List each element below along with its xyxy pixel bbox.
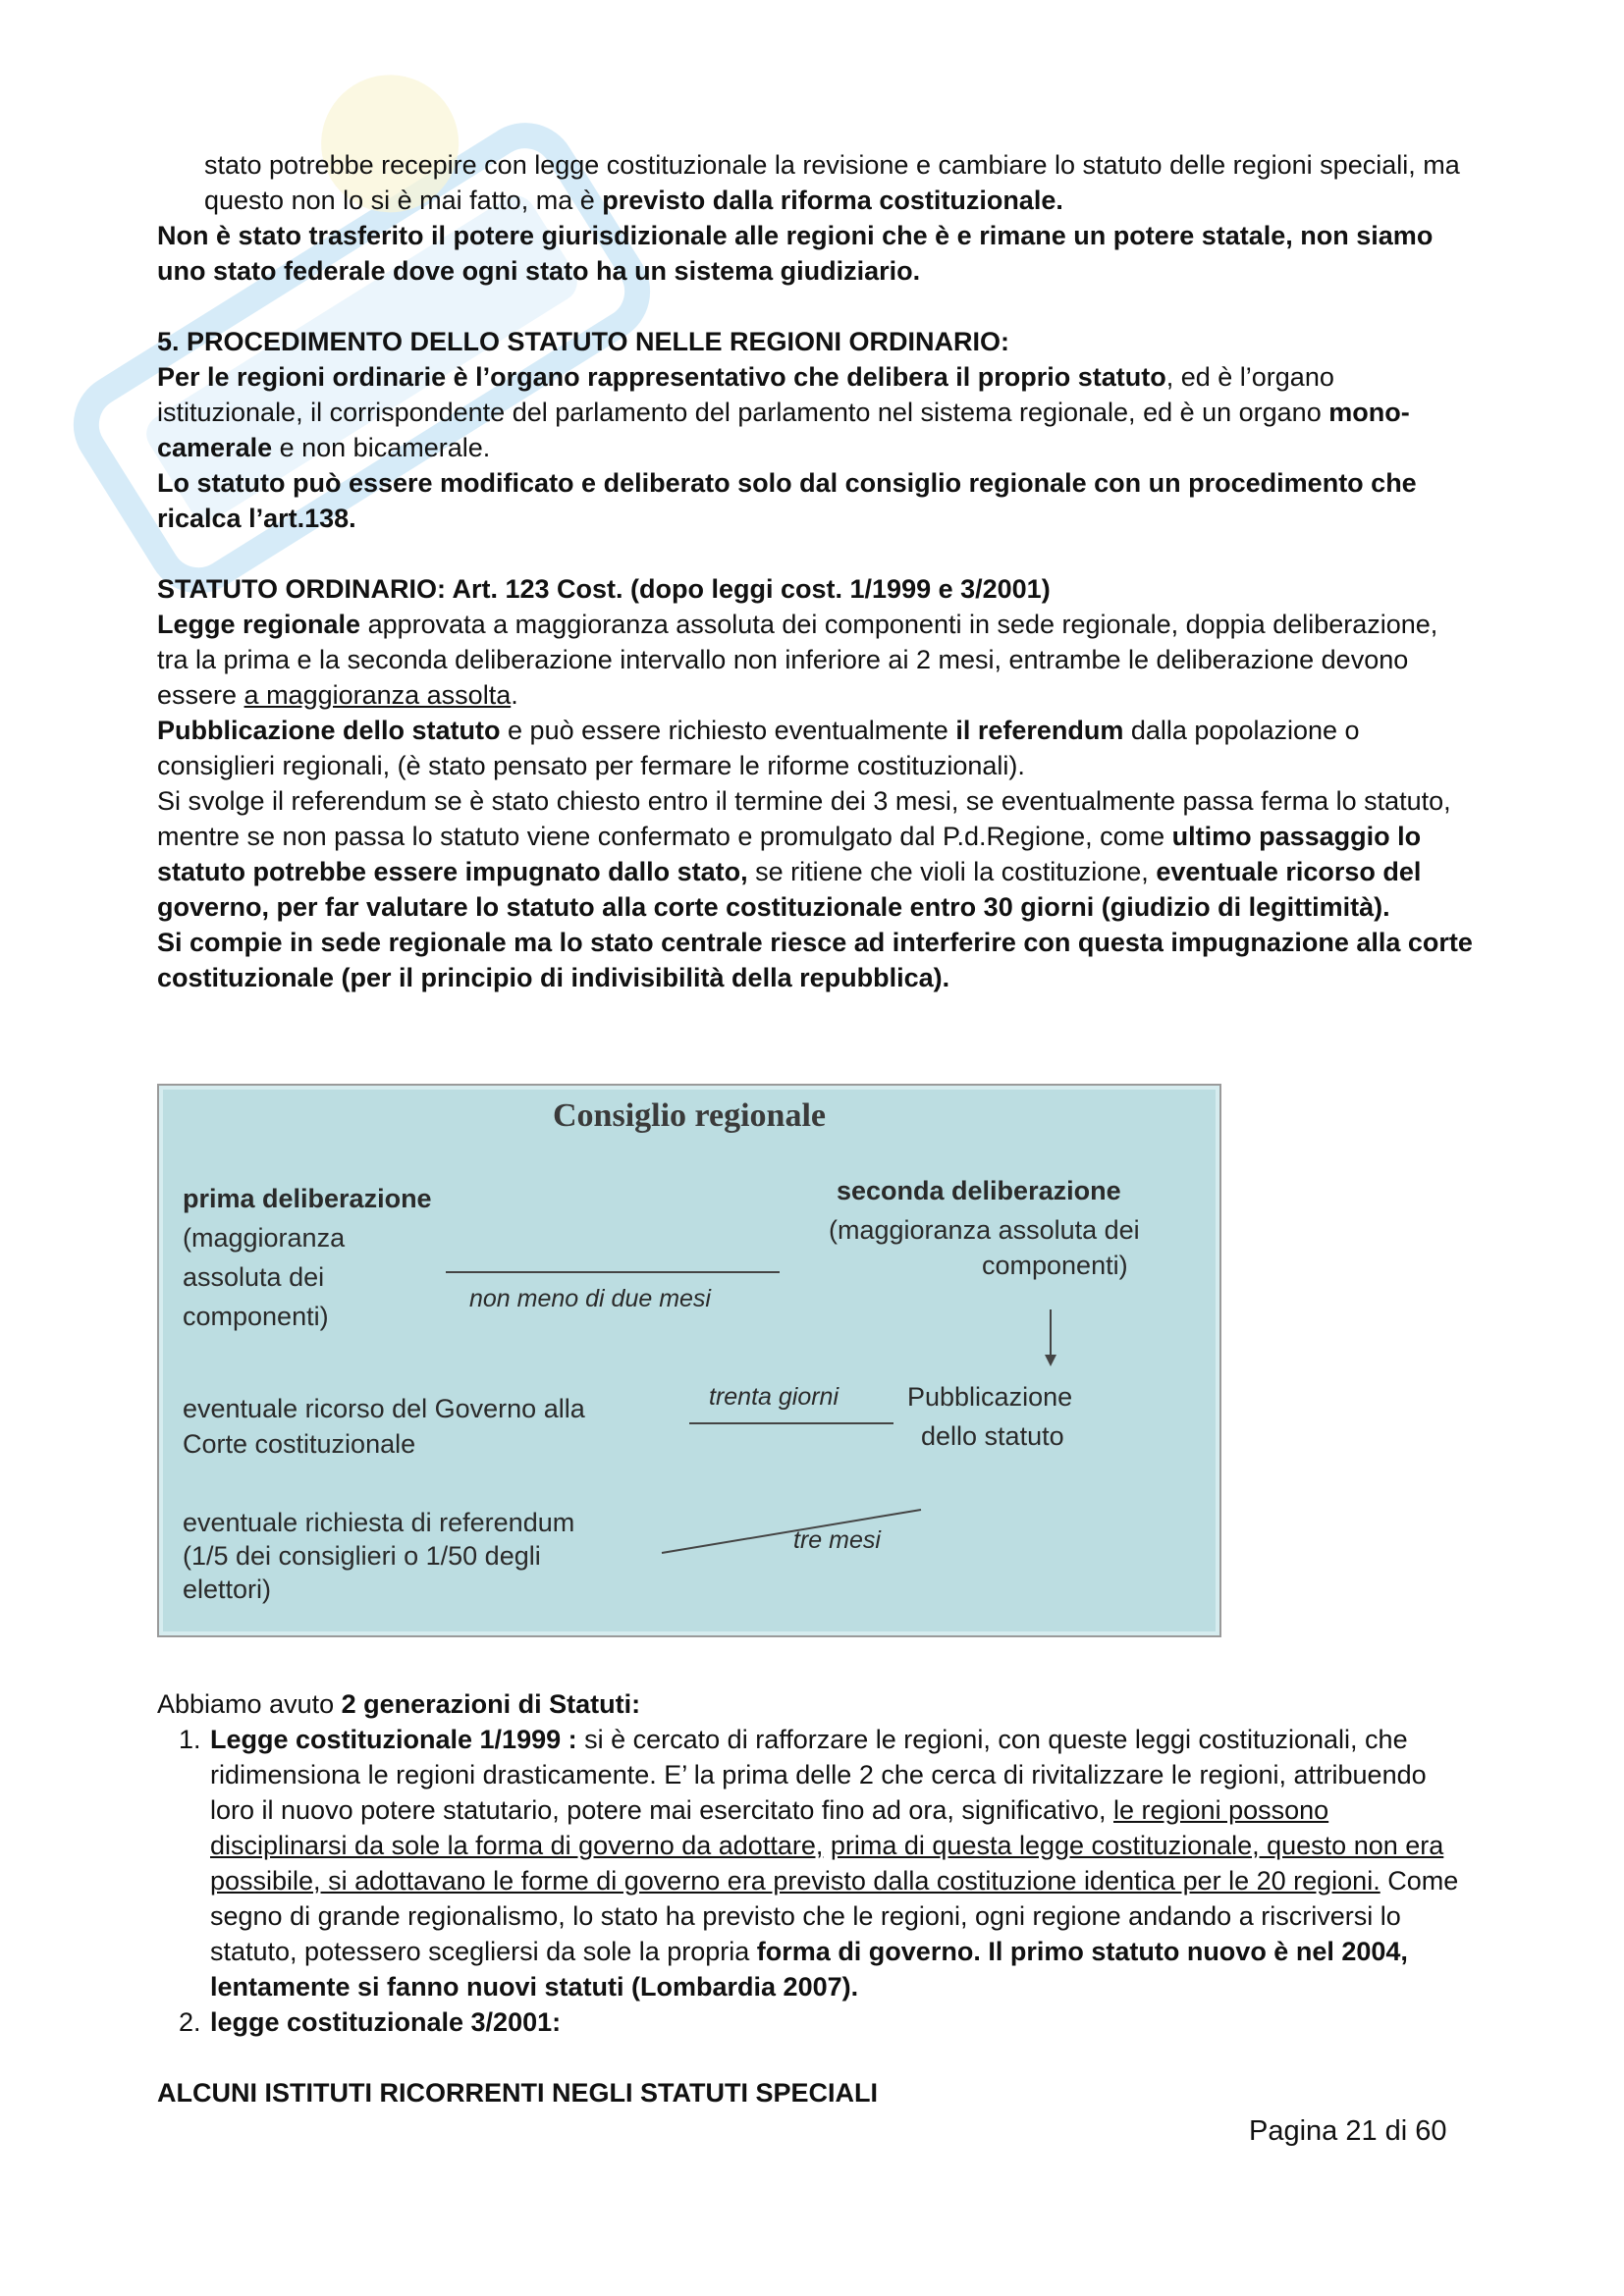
seconda-deliberazione: seconda deliberazione <box>837 1176 1121 1205</box>
pubblicazione-line-1: Pubblicazione <box>907 1382 1073 1412</box>
three-months-line <box>662 1510 921 1553</box>
referendum-line-1: eventuale richiesta di referendum <box>183 1508 575 1537</box>
consiglio-regionale-figure <box>157 1084 1221 1637</box>
final-heading: ALCUNI ISTITUTI RICORRENTI NEGLI STATUTI SPECIALI <box>157 2078 878 2108</box>
generations-intro: Abbiamo avuto 2 generazioni di Statuti: <box>157 1689 641 1719</box>
list-item: 2. legge costituzionale 3/2001: <box>208 2004 1473 2040</box>
referendum-line-3: elettori) <box>183 1575 272 1604</box>
trenta-giorni-label: trenta giorni <box>709 1383 839 1411</box>
pubblicazione-line-2: dello statuto <box>921 1421 1064 1451</box>
paragraph-5: Legge regionale approvata a maggioranza assoluta dei componenti in sede regionale, doppia deliberazione, tra la prima e la seconda deliberazione intervallo non inferiore ai 2 mesi, entrambe le deliberazione devono essere a maggioranza assolta. <box>157 610 1438 710</box>
paragraph-2: Non è stato trasferito il potere giurisdizionale alle regioni che è e rimane un potere statale, non siamo uno stato federale dove ogni stato ha un sistema giudiziario. <box>157 221 1434 286</box>
paragraph-8: Si compie in sede regionale ma lo stato centrale riesce ad interferire con questa impugnazione alla corte costituzionale (per il principio di indivisibilità della repubblica). <box>157 928 1473 992</box>
paragraph-6: Pubblicazione dello statuto e può essere richiesto eventualmente il referendum dalla popolazione o consiglieri regionali, (è stato pensato per fermare le riforme costituzionali). <box>157 716 1360 780</box>
statuto-heading: STATUTO ORDINARIO: Art. 123 Cost. (dopo leggi cost. 1/1999 e 3/2001) <box>157 574 1051 604</box>
section-5-heading: 5. PROCEDIMENTO DELLO STATUTO NELLE REGIONI ORDINARIO: <box>157 327 1010 356</box>
prima-sub-3: componenti) <box>183 1302 329 1331</box>
due-mesi-label: non meno di due mesi <box>469 1285 711 1312</box>
seconda-sub-2: componenti) <box>982 1251 1128 1280</box>
arrow-down-head <box>1045 1355 1056 1366</box>
main-text <box>157 147 1473 995</box>
page-number: Pagina 21 di 60 <box>1249 2115 1447 2147</box>
seconda-sub-1: (maggioranza assoluta dei <box>829 1215 1140 1245</box>
generations-list <box>157 1722 1473 2040</box>
tre-mesi-label: tre mesi <box>793 1526 881 1554</box>
generations-section <box>157 1686 1473 2110</box>
prima-deliberazione: prima deliberazione <box>183 1184 432 1213</box>
ricorso-line-1: eventuale ricorso del Governo alla <box>183 1394 585 1423</box>
referendum-line-2: (1/5 dei consiglieri o 1/50 degli <box>183 1541 541 1571</box>
prima-sub-2: assoluta dei <box>183 1262 325 1292</box>
ricorso-line-2: Corte costituzionale <box>183 1429 416 1459</box>
figure-title: Consiglio regionale <box>553 1097 826 1134</box>
paragraph-3: Per le regioni ordinarie è l’organo rappresentativo che delibera il proprio statuto, ed è l’organo istituzionale, il corrispondente del parlamento del parlamento nel sistema regionale, ed è un organo mono-camerale e non bicamerale. <box>157 362 1410 462</box>
paragraph-1: stato potrebbe recepire con legge costituzionale la revisione e cambiare lo statuto delle regioni speciali, ma questo non lo si è mai fatto, ma è previsto dalla riforma costituzionale. <box>204 150 1460 215</box>
paragraph-4: Lo statuto può essere modificato e deliberato solo dal consiglio regionale con un procedimento che ricalca l’art.138. <box>157 468 1417 533</box>
prima-sub-1: (maggioranza <box>183 1223 346 1253</box>
list-item: 1. Legge costituzionale 1/1999 : si è cercato di rafforzare le regioni, con queste leggi costituzionali, che ridimensiona le regioni drasticamente. E’ la prima delle 2 che cerca di rivitalizzare le regioni, attribuendo loro il nuovo potere statutario, potere mai esercitato fino ad ora, significativo, le regioni possono disciplinarsi da sole la forma di governo da adottare, prima di questa legge costituzionale, questo non era possibile, si adottavano le forme di governo era previsto dalla costituzione identica per le 20 regioni. Come segno di grande regionalismo, lo stato ha previsto che le regioni, ogni regione andando a riscriversi lo statuto, potessero scegliersi da sole la propria forma di governo. Il primo statuto nuovo è nel 2004, lentamente si fanno nuovi statuti (Lombardia 2007). <box>208 1722 1473 2004</box>
paragraph-7: Si svolge il referendum se è stato chiesto entro il termine dei 3 mesi, se eventualmente passa ferma lo statuto, mentre se non passa lo statuto viene confermato e promulgato dal P.d.Regione, come ultimo passaggio lo statuto potrebbe essere impugnato dallo stato, se ritiene che violi la costituzione, eventuale ricorso del governo, per far valutare lo statuto alla corte costituzionale entro 30 giorni (giudizio di legittimità). <box>157 786 1451 922</box>
